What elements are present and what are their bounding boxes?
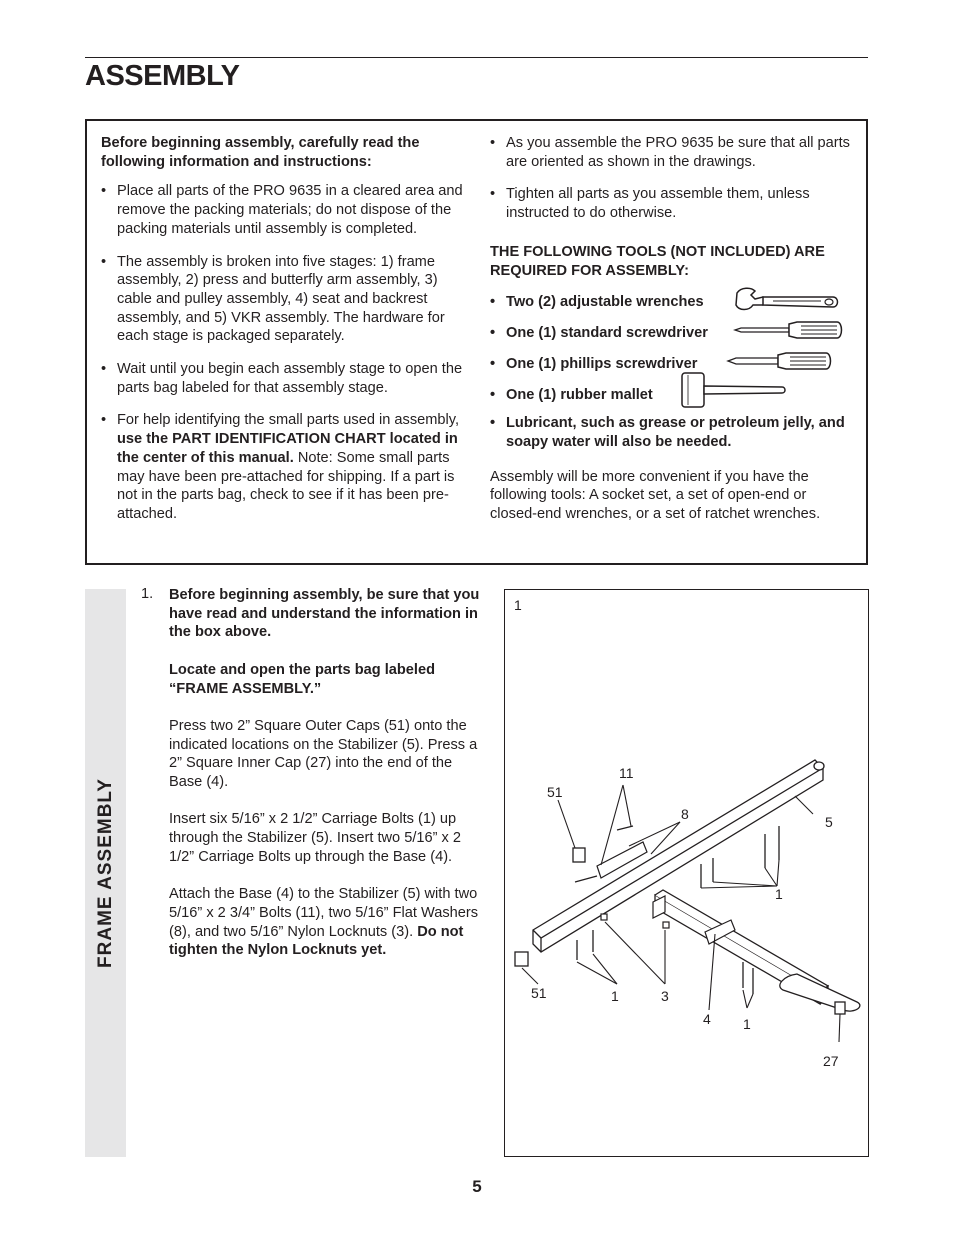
frame-assembly-drawing [505, 590, 867, 1155]
standard-screwdriver-icon [733, 318, 845, 342]
callout-label: 11 [619, 765, 634, 781]
callout-label: 5 [825, 814, 833, 830]
callout-label: 8 [681, 806, 689, 822]
bullet-item: • Tighten all parts as you assemble them, unless instructed to do otherwise. [490, 185, 854, 222]
step-number: 1. [141, 586, 154, 602]
tool-item [490, 386, 854, 417]
tools-list [490, 293, 854, 417]
bullet-item: • Wait until you begin each assembly stage to open the parts bag labeled for that assembly stage. [101, 360, 467, 397]
bullet-item: • Place all parts of the PRO 9635 in a cleared area and remove the packing materials; do not dispose of the packing materials until assembly is completed. [101, 182, 467, 238]
lubricant-note: • Lubricant, such as grease or petroleum jelly, and soapy water will also be needed. [490, 414, 854, 451]
callout-label: 4 [703, 1011, 711, 1027]
help-bold-text: use the PART IDENTIFICATION CHART located in the center of this manual. [117, 431, 458, 466]
bullet-item: • The assembly is broken into five stages: 1) frame assembly, 2) press and butterfly arm assembly, 3) cable and pulley assembly, 4) seat and backrest assembly, and 5) VKR assembly. The hardware for each stage is packaged separately. [101, 253, 467, 347]
callout-label: 1 [743, 1016, 751, 1032]
help-text: For help identifying the small parts used in assembly, [117, 412, 460, 429]
tools-heading: THE FOLLOWING TOOLS (NOT INCLUDED) ARE REQUIRED FOR ASSEMBLY: [490, 243, 825, 279]
figure-number: 1 [514, 597, 522, 613]
step-paragraph: Before beginning assembly, be sure that you have read and understand the information in the box above. [169, 587, 480, 641]
convenience-note: Assembly will be more convenient if you have the following tools: A socket set, a set of open-end or closed-end wrenches, or a set of ratchet wrenches. [490, 468, 821, 523]
step-paragraph: Press two 2” Square Outer Caps (51) onto the indicated locations on the Stabilizer (5). Press a 2” Square Inner Cap (27) into the end of the Base (4). [169, 717, 478, 790]
section-sidebar-label: FRAME ASSEMBLY [95, 778, 116, 968]
callout-label: 1 [775, 886, 783, 902]
callout-label: 3 [661, 988, 669, 1004]
step-paragraph-bold: Do not tighten the Nylon Locknuts yet. [169, 923, 464, 959]
callout-label: 51 [547, 784, 563, 800]
step-paragraph [169, 885, 484, 960]
instructions-box [85, 119, 868, 565]
help-note-text: Note: Some small parts may have been pre-attached for shipping. If a part is not in the parts bag, check to see if it has been pre-attached. [117, 449, 455, 522]
adjustable-wrench-icon [733, 285, 841, 317]
tool-label: • One (1) rubber mallet [490, 386, 653, 405]
step-instructions [169, 586, 484, 979]
callout-label: 27 [823, 1053, 839, 1069]
page-number: 5 [472, 1177, 482, 1196]
base-tube [655, 890, 860, 1011]
tool-label: • One (1) standard screwdriver [490, 324, 708, 343]
callout-label: 1 [611, 988, 619, 1004]
instructions-right-column [490, 134, 854, 524]
step-paragraph: Locate and open the parts bag labeled “FRAME ASSEMBLY.” [169, 661, 435, 697]
page-title: ASSEMBLY [85, 60, 240, 92]
intro-text: Before beginning assembly, carefully read the following information and instructions: [101, 135, 420, 170]
callout-label: 51 [531, 985, 547, 1001]
step-paragraph: Insert six 5/16” x 2 1/2” Carriage Bolts (1) up through the Stabilizer (5). Insert two 5/16” x 2 1/2” Carriage Bolts up through the Base (4). [169, 811, 462, 865]
locknuts [601, 914, 669, 928]
step-paragraph-text: Attach the Base (4) to the Stabilizer (5) with two 5/16” x 2 3/4” Bolts (11), two 5/16” Flat Washers (8), and two 5/16” Nylon Locknuts (3). [169, 886, 479, 940]
inner-cap [835, 1002, 845, 1014]
phillips-screwdriver-icon [726, 349, 836, 373]
bullet-item: • As you assemble the PRO 9635 be sure that all parts are oriented as shown in the drawings. [490, 134, 854, 171]
instructions-left-column [101, 134, 467, 524]
assembly-diagram [504, 589, 869, 1157]
tool-item [490, 355, 854, 386]
header-rule [85, 57, 868, 58]
tool-label: • Two (2) adjustable wrenches [490, 293, 704, 312]
help-bullet [101, 411, 467, 523]
tool-label: • One (1) phillips screwdriver [490, 355, 697, 374]
rubber-mallet-icon [678, 371, 788, 409]
